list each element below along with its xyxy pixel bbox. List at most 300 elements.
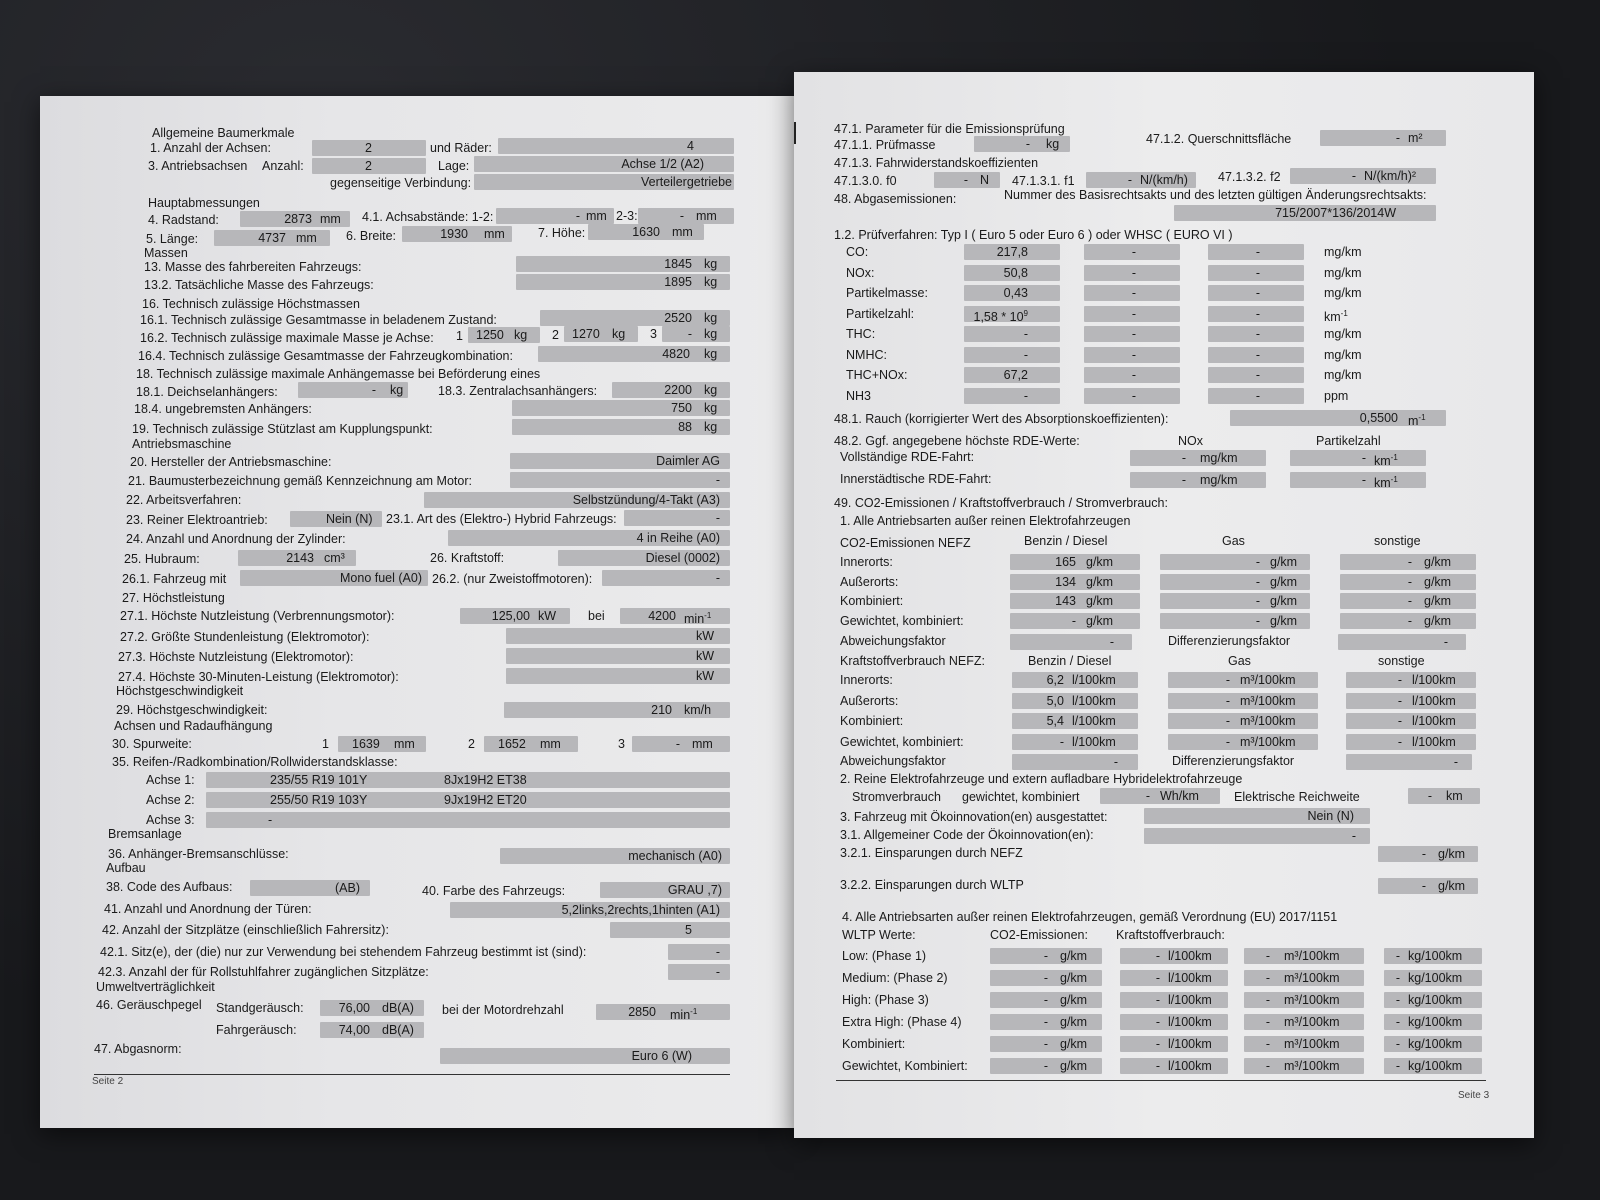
wltp-other: -	[1395, 971, 1400, 985]
label-mass-162: 16.2. Technisch zulässige maximale Masse je Achse:	[140, 331, 434, 345]
value-smoke: 0,5500	[1359, 411, 1398, 425]
heading-environment: Umweltverträglichkeit	[96, 980, 215, 994]
fuel-other-value: -	[1397, 694, 1402, 708]
value-wheelchair-seats: -	[715, 965, 720, 979]
emission-value-3: -	[1255, 368, 1260, 382]
label-wheelchair-seats: 42.3. Anzahl der für Rollstuhlfahrer zugänglichen Sitzplätze:	[98, 965, 429, 979]
value-cylinders: 4 in Reihe (A0)	[636, 531, 720, 545]
value-seats: 5	[685, 923, 692, 937]
heading-engine: Antriebsmaschine	[132, 437, 232, 451]
label-fuel-nefz: Kraftstoffverbrauch NEFZ:	[840, 654, 985, 668]
label-savings-wltp: 3.2.2. Einsparungen durch WLTP	[840, 878, 1024, 892]
label-resistance: 47.1.3. Fahrwiderstandskoeffizienten	[834, 156, 1039, 170]
unit-gkm: g/km	[1438, 847, 1466, 861]
unit-gkm: g/km	[1438, 879, 1466, 893]
value-differentiation: -	[1443, 635, 1448, 649]
label-f0: 47.1.3.0. f0	[834, 174, 897, 188]
page-2	[40, 96, 794, 1128]
value-count: 2	[365, 159, 372, 173]
label-cylinders: 24. Anzahl und Anordnung der Zylinder:	[126, 532, 346, 546]
value-noise-rpm: 2850	[628, 1005, 656, 1019]
wltp-other: -	[1395, 1059, 1400, 1073]
emission-unit: mg/km	[1324, 368, 1362, 382]
unit-n-kmh: N/(km/h)	[1140, 173, 1188, 187]
label-wheelbase: 4. Radstand:	[148, 213, 219, 227]
col-wltp-co2: CO2-Emissionen:	[990, 928, 1088, 942]
fuel-other-value: -	[1397, 673, 1402, 687]
value-rde-full-nox: -	[1181, 451, 1186, 465]
unit-l100: l/100km	[1168, 971, 1212, 985]
page-3	[794, 72, 1534, 1138]
value-axle-2-tyre: 255/50 R19 103Y	[270, 793, 368, 807]
emission-value-3: -	[1255, 307, 1260, 321]
value-test-mass: -	[1025, 137, 1030, 151]
heading-masses: Massen	[144, 246, 188, 260]
fuel-label: Gewichtet, kombiniert:	[840, 735, 964, 749]
unit-gkm: g/km	[1086, 555, 1114, 569]
fuel-label: Außerorts:	[840, 694, 899, 708]
emission-value-2: -	[1131, 245, 1136, 259]
label-hybrid-type: 23.1. Art des (Elektro-) Hybrid Fahrzeugs:	[386, 512, 617, 526]
unit-dba: dB(A)	[382, 1023, 414, 1037]
label-track: 30. Spurweite:	[112, 737, 192, 751]
label-dual-fuel: 26.2. (nur Zweistoffmotoren):	[432, 572, 593, 586]
value-deviation: -	[1109, 635, 1114, 649]
emission-value-3: -	[1255, 245, 1260, 259]
unit-l100: l/100km	[1168, 993, 1212, 1007]
unit-l100: l/100km	[1412, 735, 1456, 749]
unit-mm: mm	[696, 209, 717, 223]
wltp-fuel: -	[1155, 993, 1160, 1007]
wltp-fuel: -	[1155, 949, 1160, 963]
label-body-code: 38. Code des Aufbaus:	[106, 880, 233, 894]
value-electric: Nein (N)	[326, 512, 373, 526]
unit-mm: mm	[540, 737, 561, 751]
unit-min: $\min^{-1}$	[670, 1007, 698, 1023]
emission-value: $1,58 * 10^9$	[973, 309, 1028, 325]
label-axle-2: Achse 2:	[146, 793, 195, 807]
emission-unit: $km^{-1}$	[1324, 309, 1348, 325]
emission-label: NH3	[846, 389, 872, 403]
label-mass-132: 13.2. Tatsächliche Masse des Fahrzeugs:	[144, 278, 374, 292]
value-mass-183: 2200	[664, 383, 692, 397]
heading-brakes: Bremsanlage	[108, 827, 182, 841]
value-mass-184: 750	[671, 401, 692, 415]
co2-label: Kombiniert:	[840, 594, 904, 608]
co2-other-value: -	[1407, 594, 1412, 608]
value-eco-innovation: Nein (N)	[1307, 809, 1354, 823]
unit-l100: l/100km	[1168, 1015, 1212, 1029]
label-all-drives: 1. Alle Antriebsarten außer reinen Elektrofahrzeugen	[840, 514, 1131, 528]
value-differentiation: -	[1453, 755, 1458, 769]
value-rpm: 4200	[648, 609, 676, 623]
wltp-co2: -	[1043, 1059, 1048, 1073]
wltp-co2: -	[1043, 993, 1048, 1007]
label-f1: 47.1.3.1. f1	[1012, 174, 1075, 188]
label-hour-power: 27.2. Größte Stundenleistung (Elektromotor):	[120, 630, 370, 644]
unit-mgkm: mg/km	[1200, 451, 1238, 465]
wltp-fuel: -	[1155, 1059, 1160, 1073]
unit-l100: l/100km	[1412, 673, 1456, 687]
wltp-gas: -	[1265, 971, 1270, 985]
fuel-gas-value: -	[1225, 694, 1230, 708]
label-deviation: Abweichungsfaktor	[840, 754, 946, 768]
fuel-other-value: -	[1397, 714, 1402, 728]
emission-value: 50,8	[1003, 266, 1028, 280]
label-mass-183: 18.3. Zentralachsanhängers:	[438, 384, 598, 398]
unit-cm3: cm³	[324, 551, 345, 565]
co2-value: 143	[1055, 594, 1076, 608]
unit-gkm: g/km	[1086, 594, 1114, 608]
label-electric-range: Elektrische Reichweite	[1234, 790, 1360, 804]
emission-value-2: -	[1131, 266, 1136, 280]
label-max-power-ice: 27.1. Höchste Nutzleistung (Verbrennungsmotor):	[120, 609, 395, 623]
track-3-index: 3	[618, 737, 625, 751]
label-wheels: und Räder:	[430, 141, 492, 155]
label-axle-distance: 4.1. Achsabstände: 1-2:	[362, 210, 494, 224]
unit-m3: m³/100km	[1284, 949, 1340, 963]
value-axle-distance-23: -	[679, 209, 684, 223]
unit-gkm: g/km	[1270, 575, 1298, 589]
unit-m-1: $m^{-1}$	[1408, 413, 1426, 429]
unit-kw: kW	[695, 669, 714, 683]
wltp-gas: -	[1265, 993, 1270, 1007]
emission-value-2: -	[1131, 307, 1136, 321]
value-mass-161: 2520	[664, 311, 692, 325]
label-mass-13: 13. Masse des fahrbereiten Fahrzeugs:	[144, 260, 362, 274]
label-position: Lage:	[438, 159, 470, 173]
value-axle-3-mass: -	[687, 327, 692, 341]
emission-label: Partikelmasse:	[846, 286, 928, 300]
unit-m3: m³/100km	[1240, 714, 1296, 728]
col-petrol-diesel: Benzin / Diesel	[1028, 654, 1112, 668]
unit-m3: m³/100km	[1240, 673, 1296, 687]
unit-kg: kg	[1046, 137, 1060, 151]
axle-2-index: 2	[552, 328, 559, 342]
heading-axles: Achsen und Radaufhängung	[114, 719, 273, 733]
emission-value: -	[1023, 389, 1028, 403]
label-eco-code: 3.1. Allgemeiner Code der Ökoinnovation(en):	[840, 828, 1094, 842]
emission-unit: mg/km	[1324, 286, 1362, 300]
wltp-co2: -	[1043, 971, 1048, 985]
emission-label: NOx:	[846, 266, 875, 280]
fuel-value: 5,0	[1046, 694, 1064, 708]
emission-value: 0,43	[1003, 286, 1028, 300]
value-deviation: -	[1113, 755, 1118, 769]
co2-gas-value: -	[1255, 614, 1260, 628]
wltp-fuel: -	[1155, 971, 1160, 985]
emission-unit: mg/km	[1324, 327, 1362, 341]
unit-m3: m³/100km	[1240, 694, 1296, 708]
heading-dimensions: Hauptabmessungen	[148, 196, 260, 210]
value-engine-maker: Daimler AG	[656, 454, 720, 468]
label-tyres: 35. Reifen-/Radkombination/Rollwiderstandsklasse:	[112, 755, 398, 769]
label-at: bei	[588, 609, 605, 623]
unit-gkm: g/km	[1270, 555, 1298, 569]
value-mass-132: 1895	[664, 275, 692, 289]
co2-label: Außerorts:	[840, 575, 899, 589]
fuel-label: Kombiniert:	[840, 714, 904, 728]
unit-kg: kg	[704, 383, 718, 397]
unit-kg: kg	[704, 420, 718, 434]
co2-label: Gewichtet, kombiniert:	[840, 614, 964, 628]
unit-kg100: kg/100km	[1408, 949, 1463, 963]
unit-gkm: g/km	[1424, 575, 1452, 589]
label-mass-181: 18.1. Deichselanhängers:	[136, 385, 278, 399]
unit-kg: kg	[704, 327, 718, 341]
wltp-label: Kombiniert:	[842, 1037, 906, 1051]
label-test-mass: 47.1.1. Prüfmasse	[834, 138, 936, 152]
unit-kg100: kg/100km	[1408, 1015, 1463, 1029]
unit-l100: l/100km	[1072, 673, 1116, 687]
label-vehicle-with: 26.1. Fahrzeug mit	[122, 572, 227, 586]
value-rde-urban-nox: -	[1181, 473, 1186, 487]
value-axle-2-rim: 9Jx19H2 ET20	[444, 793, 527, 807]
value-engine-model: -	[715, 473, 720, 487]
emission-label: THC+NOx:	[846, 368, 908, 382]
label-electric-power: 27.3. Höchste Nutzleistung (Elektromotor):	[118, 650, 354, 664]
value-emission-norm: Euro 6 (W)	[631, 1049, 692, 1063]
unit-mm: mm	[394, 737, 415, 751]
label-wltp-section: 4. Alle Antriebsarten außer reinen Elektrofahrzeugen, gemäß Verordnung (EU) 2017/1151	[842, 910, 1338, 924]
unit-kw: kW	[695, 649, 714, 663]
co2-other-value: -	[1407, 614, 1412, 628]
unit-mgkm: mg/km	[1200, 473, 1238, 487]
label-stationary-noise: Standgeräusch:	[216, 1001, 304, 1015]
label-emission-norm: 47. Abgasnorm:	[94, 1042, 182, 1056]
emission-unit: ppm	[1324, 389, 1349, 403]
label-length: 5. Länge:	[146, 232, 199, 246]
label-noise: 46. Geräuschpegel	[96, 998, 202, 1012]
unit-kg: kg	[704, 257, 718, 271]
label-height: 7. Höhe:	[538, 226, 586, 240]
label-axle-3: Achse 3:	[146, 813, 195, 827]
heading-general: Allgemeine Baumerkmale	[152, 126, 295, 140]
label-rde-urban: Innerstädtische RDE-Fahrt:	[840, 472, 992, 486]
unit-km-1: $km^{-1}$	[1374, 453, 1398, 469]
unit-kg100: kg/100km	[1408, 1037, 1463, 1051]
emission-value-3: -	[1255, 327, 1260, 341]
value-electric-range: -	[1427, 789, 1432, 803]
emission-value: -	[1023, 327, 1028, 341]
unit-kg100: kg/100km	[1408, 1059, 1463, 1073]
value-stationary-noise: 76,00	[338, 1001, 370, 1015]
wltp-label: High: (Phase 3)	[842, 993, 929, 1007]
value-track-3: -	[675, 737, 680, 751]
wltp-gas: -	[1265, 949, 1270, 963]
emission-value-2: -	[1131, 368, 1136, 382]
label-doors: 41. Anzahl und Anordnung der Türen:	[104, 902, 312, 916]
value-wheelbase: 2873	[284, 212, 312, 226]
emission-unit: mg/km	[1324, 266, 1362, 280]
label-engine-model: 21. Baumusterbezeichnung gemäß Kennzeichnung am Motor:	[128, 474, 472, 488]
unit-gkm: g/km	[1060, 1037, 1088, 1051]
value-axle-1-mass: 1250	[476, 328, 504, 342]
unit-m2: m²	[1408, 131, 1423, 145]
unit-gkm: g/km	[1424, 614, 1452, 628]
unit-m3: m³/100km	[1284, 993, 1340, 1007]
unit-gkm: g/km	[1270, 614, 1298, 628]
emission-value: 217,8	[996, 245, 1028, 259]
unit-m3: m³/100km	[1284, 1037, 1340, 1051]
unit-mm: mm	[692, 737, 713, 751]
unit-l100: l/100km	[1168, 1037, 1212, 1051]
emission-value: 67,2	[1003, 368, 1028, 382]
value-axle-3: -	[268, 813, 273, 827]
emission-label: THC:	[846, 327, 876, 341]
label-mass-16: 16. Technisch zulässige Höchstmassen	[142, 297, 360, 311]
label-savings-nefz: 3.2.1. Einsparungen durch NEFZ	[840, 846, 1023, 860]
emission-value-3: -	[1255, 389, 1260, 403]
value-rde-full-pn: -	[1361, 451, 1366, 465]
value-mass-13: 1845	[664, 257, 692, 271]
label-fuel: 26. Kraftstoff:	[430, 551, 505, 565]
axle-3-index: 3	[650, 327, 657, 341]
label-rde-full: Vollständige RDE-Fahrt:	[840, 450, 975, 464]
emission-unit: mg/km	[1324, 245, 1362, 259]
heading-top-speed: Höchstgeschwindigkeit	[116, 684, 244, 698]
unit-km-1: $km^{-1}$	[1374, 475, 1398, 491]
value-vehicle-with: Mono fuel (A0)	[340, 571, 422, 585]
value-brake-connection: mechanisch (A0)	[628, 849, 722, 863]
value-displacement: 2143	[286, 551, 314, 565]
value-axle-1-tyre: 235/55 R19 101Y	[270, 773, 368, 787]
emission-value-3: -	[1255, 286, 1260, 300]
value-max-power-ice: 125,00	[491, 609, 530, 623]
value-rde-urban-pn: -	[1361, 473, 1366, 487]
label-drive-axles: 3. Antriebsachsen	[148, 159, 248, 173]
unit-gkm: g/km	[1086, 575, 1114, 589]
unit-min: $\min^{-1}$	[684, 611, 712, 627]
unit-gkm: g/km	[1424, 555, 1452, 569]
label-rde: 48.2. Ggf. angegebene höchste RDE-Werte:	[834, 434, 1080, 448]
wltp-other: -	[1395, 993, 1400, 1007]
label-brake-connection: 36. Anhänger-Bremsanschlüsse:	[108, 847, 289, 861]
co2-gas-value: -	[1255, 594, 1260, 608]
unit-gkm: g/km	[1060, 1015, 1088, 1029]
label-ev-phev: 2. Reine Elektrofahrzeuge und extern aufladbare Hybridelektrofahrzeuge	[840, 772, 1243, 786]
fuel-gas-value: -	[1225, 673, 1230, 687]
label-eco-innovation: 3. Fahrzeug mit Ökoinnovation(en) ausgestattet:	[840, 810, 1108, 824]
label-at-rpm: bei der Motordrehzahl	[442, 1003, 564, 1017]
label-differentiation: Differenzierungsfaktor	[1168, 634, 1291, 648]
unit-l100: l/100km	[1168, 1059, 1212, 1073]
unit-mm: mm	[484, 227, 505, 241]
wltp-other: -	[1395, 949, 1400, 963]
label-rde-particles: Partikelzahl	[1316, 434, 1381, 448]
unit-kg: kg	[704, 347, 718, 361]
unit-kg: kg	[704, 311, 718, 325]
page-number: Seite 2	[92, 1076, 124, 1087]
label-exhaust-emissions: 48. Abgasemissionen:	[834, 192, 957, 206]
unit-gkm: g/km	[1060, 1059, 1088, 1073]
unit-m3: m³/100km	[1284, 971, 1340, 985]
wltp-label: Low: (Phase 1)	[842, 949, 927, 963]
wltp-other: -	[1395, 1015, 1400, 1029]
co2-label: Innerorts:	[840, 555, 893, 569]
wltp-gas: -	[1265, 1037, 1270, 1051]
unit-gkm: g/km	[1086, 614, 1114, 628]
unit-kg100: kg/100km	[1408, 993, 1463, 1007]
wltp-label: Gewichtet, Kombiniert:	[842, 1059, 968, 1073]
unit-gkm: g/km	[1060, 949, 1088, 963]
label-legal-act: Nummer des Basisrechtsakts und des letzten gültigen Änderungsrechtsakts:	[1004, 188, 1427, 202]
emission-value-2: -	[1131, 348, 1136, 362]
label-connection: gegenseitige Verbindung:	[330, 176, 472, 190]
value-position: Achse 1/2 (A2)	[621, 157, 704, 171]
label-standing-seats: 42.1. Sitz(e), der (die) nur zur Verwendung bei stehendem Fahrzeug bestimmt ist (sind):	[100, 945, 587, 959]
value-legal-act: 715/2007*136/2014W	[1275, 206, 1396, 220]
label-30min-power: 27.4. Höchste 30-Minuten-Leistung (Elektromotor):	[118, 670, 399, 684]
unit-kw: kW	[695, 629, 714, 643]
label-engine-maker: 20. Hersteller der Antriebsmaschine:	[130, 455, 332, 469]
unit-kw: kW	[538, 609, 557, 623]
label-test-procedure: 1.2. Prüfverfahren: Typ I ( Euro 5 oder Euro 6 ) oder WHSC ( EURO VI )	[834, 228, 1233, 242]
wltp-gas: -	[1265, 1015, 1270, 1029]
emission-value: -	[1023, 348, 1028, 362]
wltp-co2: -	[1043, 1015, 1048, 1029]
value-process: Selbstzündung/4-Takt (A3)	[572, 493, 720, 507]
label-f2: 47.1.3.2. f2	[1218, 170, 1281, 184]
label-power-consumption: Stromverbrauch	[852, 790, 941, 804]
label-mass-18: 18. Technisch zulässige maximale Anhängemasse bei Beförderung eines	[136, 367, 541, 381]
value-axle-1-rim: 8Jx19H2 ET38	[444, 773, 527, 787]
unit-mm: mm	[320, 212, 341, 226]
unit-kg: kg	[514, 328, 528, 342]
value-f2: -	[1351, 169, 1356, 183]
value-top-speed: 210	[651, 703, 672, 717]
unit-n-kmh2: N/(km/h)²	[1364, 169, 1417, 183]
unit-m3: m³/100km	[1284, 1059, 1340, 1073]
value-connection: Verteilergetriebe	[640, 175, 732, 189]
unit-gkm: g/km	[1270, 594, 1298, 608]
value-dual-fuel: -	[715, 571, 720, 585]
value-axle-2-mass: 1270	[572, 327, 600, 341]
wltp-gas: -	[1265, 1059, 1270, 1073]
value-cross-section: -	[1395, 131, 1400, 145]
track-2-index: 2	[468, 737, 475, 751]
co2-gas-value: -	[1255, 555, 1260, 569]
unit-whkm: Wh/km	[1160, 789, 1199, 803]
wltp-fuel: -	[1155, 1015, 1160, 1029]
unit-m3: m³/100km	[1284, 1015, 1340, 1029]
value-mass-181: -	[371, 383, 376, 397]
emission-value-3: -	[1255, 348, 1260, 362]
value-colour: GRAU ,7)	[667, 883, 722, 897]
value-eco-code: -	[1351, 829, 1356, 843]
unit-gkm: g/km	[1060, 971, 1088, 985]
label-weighted-combined: gewichtet, kombiniert	[962, 790, 1080, 804]
label-emission-params: 47.1. Parameter für die Emissionsprüfung	[834, 122, 1065, 136]
fuel-label: Innerorts:	[840, 673, 893, 687]
label-mass-184: 18.4. ungebremsten Anhängers:	[134, 402, 312, 416]
unit-mm: mm	[296, 231, 317, 245]
co2-value: -	[1071, 614, 1076, 628]
label-differentiation: Differenzierungsfaktor	[1172, 754, 1295, 768]
unit-n: N	[980, 173, 990, 187]
axle-1-index: 1	[456, 329, 463, 343]
label-deviation: Abweichungsfaktor	[840, 634, 946, 648]
unit-mm: mm	[586, 209, 607, 223]
emission-value-2: -	[1131, 389, 1136, 403]
col-wltp-fuel: Kraftstoffverbrauch:	[1116, 928, 1225, 942]
value-track-2: 1652	[498, 737, 526, 751]
co2-other-value: -	[1407, 555, 1412, 569]
co2-other-value: -	[1407, 575, 1412, 589]
value-power-consumption: -	[1145, 789, 1150, 803]
label-mass-164: 16.4. Technisch zulässige Gesamtmasse der Fahrzeugkombination:	[138, 349, 513, 363]
unit-kmh: km/h	[684, 703, 712, 717]
